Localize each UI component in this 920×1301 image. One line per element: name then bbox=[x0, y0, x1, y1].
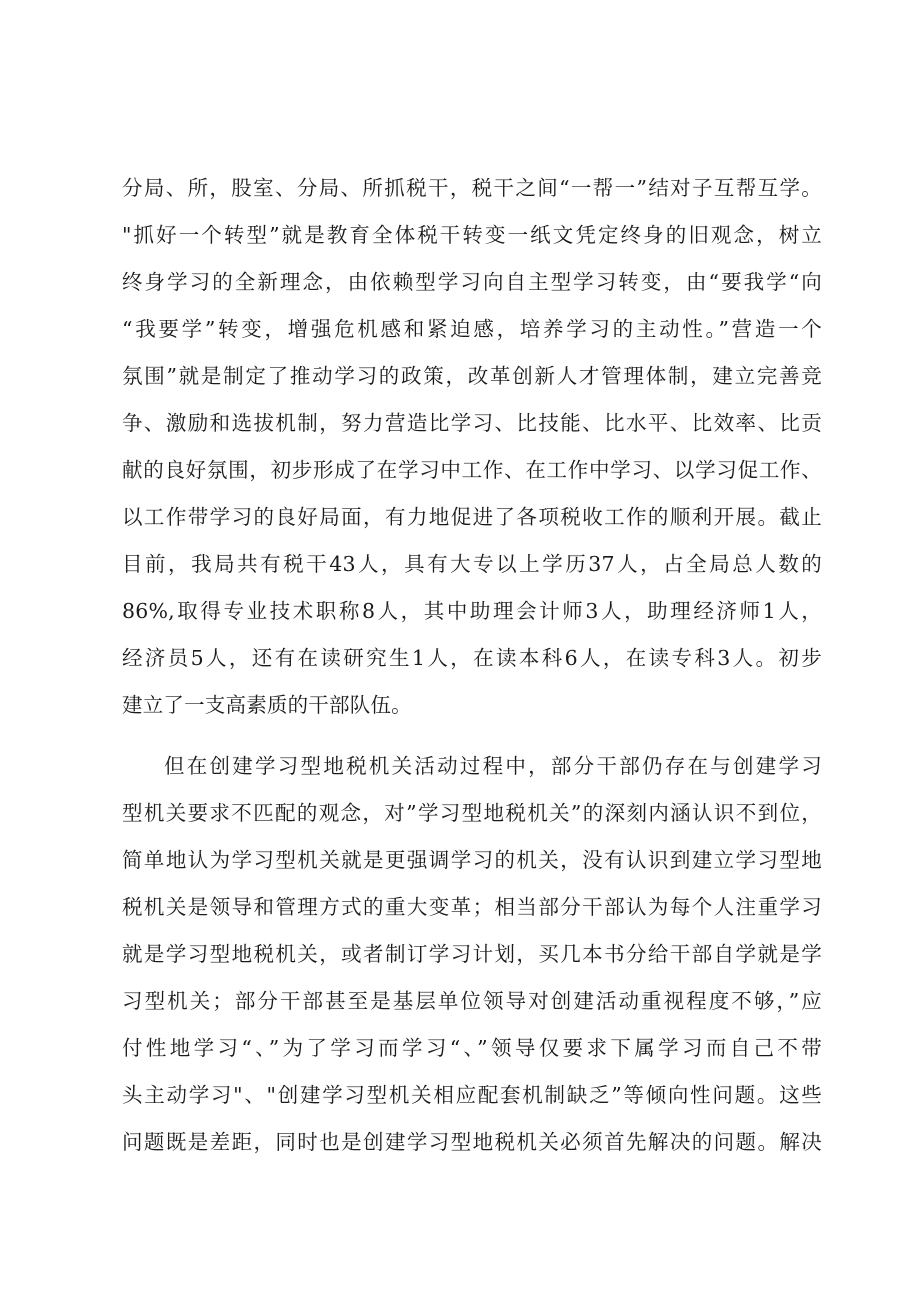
text-line: "抓好一个转型”就是教育全体税干转变一纸文凭定终身的旧观念，树立 bbox=[122, 223, 822, 247]
text-line: “我要学”转变，增强危机感和紧迫感，培养学习的主动性。”营造一个 bbox=[122, 317, 822, 341]
paragraph-gap bbox=[122, 729, 822, 743]
text-line: 但在创建学习型地税机关活动过程中，部分干部仍存在与创建学习 bbox=[164, 754, 822, 778]
text-line: 以工作带学习的良好局面，有力地促进了各项税收工作的顺利开展。截止 bbox=[122, 505, 822, 529]
text-line: 建立了一支高素质的干部队伍。 bbox=[122, 693, 412, 717]
text-line: 争、激励和选拔机制，努力营造比学习、比技能、比水平、比效率、比贡 bbox=[122, 411, 822, 435]
paragraph-1 bbox=[122, 165, 822, 729]
text-line: 付性地学习“、”为了学习而学习“、”领导仅要求下属学习而自己不带 bbox=[122, 1036, 822, 1060]
paragraph-2 bbox=[122, 743, 822, 1166]
text-line: 就是学习型地税机关，或者制订学习计划，买几本书分给干部自学就是学 bbox=[122, 942, 822, 966]
text-line: 问题既是差距，同时也是创建学习型地税机关必须首先解决的问题。解决 bbox=[122, 1130, 822, 1154]
text-line: 简单地认为学习型机关就是更强调学习的机关，没有认识到建立学习型地 bbox=[122, 848, 822, 872]
text-line: 86%,取得专业技术职称8人，其中助理会计师3人，助理经济师1人， bbox=[122, 599, 822, 623]
text-line: 型机关要求不匹配的观念，对”学习型地税机关”的深刻内涵认识不到位， bbox=[122, 801, 822, 825]
text-line: 献的良好氛围，初步形成了在学习中工作、在工作中学习、以学习促工作、 bbox=[122, 458, 822, 482]
text-line: 分局、所，股室、分局、所抓税干，税干之间“一帮一”结对子互帮互学。 bbox=[122, 176, 822, 200]
text-line: 目前，我局共有税干43人，具有大专以上学历37人，占全局总人数的 bbox=[122, 552, 822, 576]
text-line: 氛围”就是制定了推动学习的政策，改革创新人才管理体制，建立完善竞 bbox=[122, 364, 822, 388]
text-line: 税机关是领导和管理方式的重大变革；相当部分干部认为每个人注重学习 bbox=[122, 895, 822, 919]
document-body bbox=[122, 165, 822, 1166]
text-line: 头主动学习"、"创建学习型机关相应配套机制缺乏”等倾向性问题。这些 bbox=[122, 1083, 822, 1107]
text-line: 习型机关；部分干部甚至是基层单位领导对创建活动重视程度不够，”应 bbox=[122, 989, 822, 1013]
text-line: 经济员5人，还有在读研究生1人，在读本科6人，在读专科3人。初步 bbox=[122, 646, 822, 670]
text-line: 终身学习的全新理念，由依赖型学习向自主型学习转变，由“要我学“向 bbox=[122, 270, 822, 294]
